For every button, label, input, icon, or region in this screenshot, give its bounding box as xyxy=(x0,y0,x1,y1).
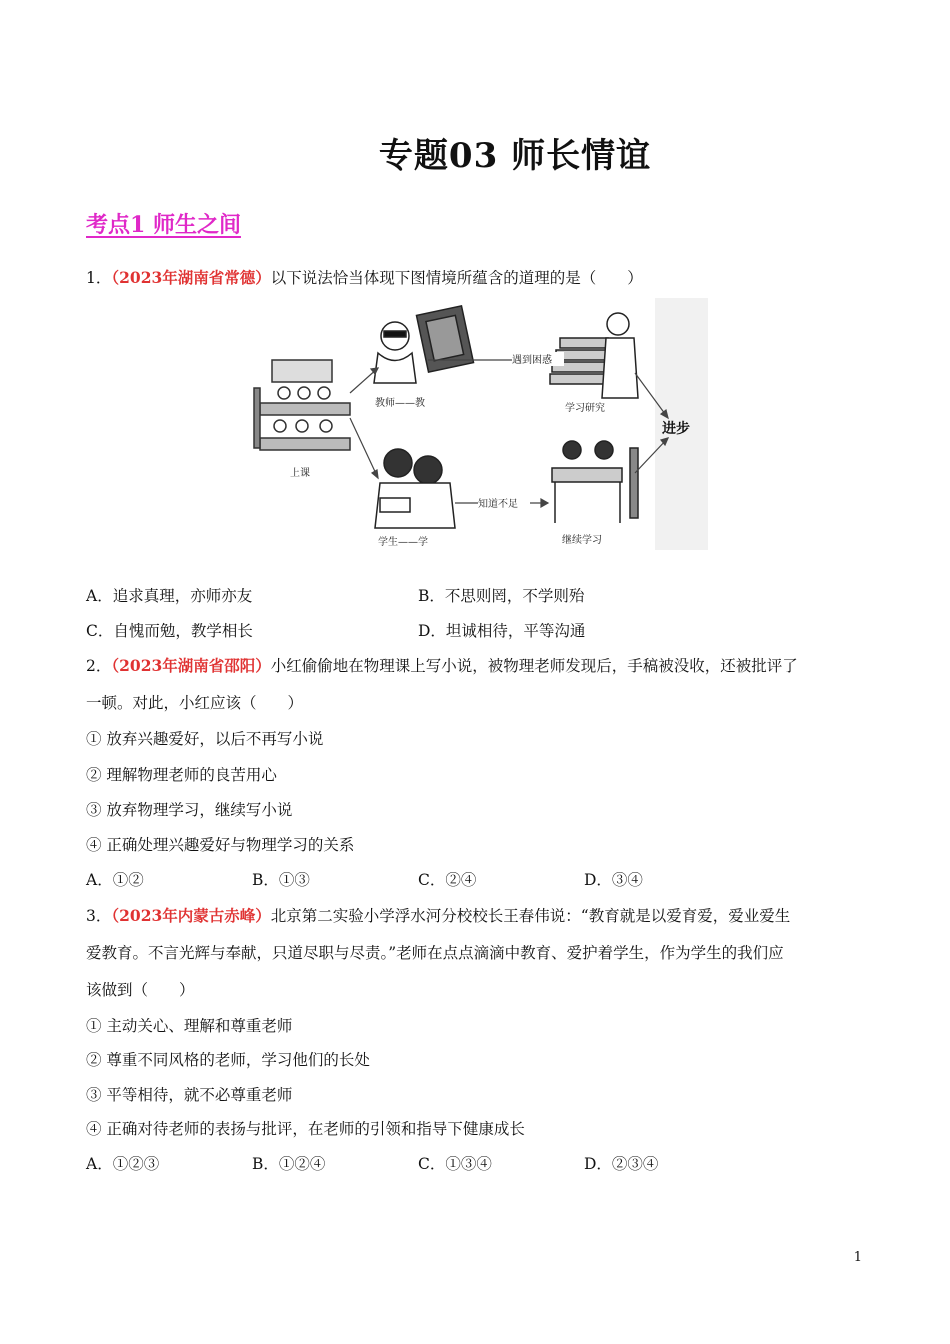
question-3-stem xyxy=(86,906,790,926)
question-source: （2023年湖南省常德） xyxy=(111,268,271,287)
question-1-figure xyxy=(250,298,708,550)
q1-option-d: D．坦诚相待，平等沟通 xyxy=(418,622,586,640)
figure-label-insufficient: 知道不足 xyxy=(478,499,518,510)
q3-option-d: D．②③④ xyxy=(584,1155,659,1173)
question-text: 小红偷偷地在物理课上写小说，被物理老师发现后，手稿被没收，还被批评了 xyxy=(270,657,798,675)
q2-item-1: ① 放弃兴趣爱好，以后不再写小说 xyxy=(86,730,324,748)
figure-label-teacher: 教师——教 xyxy=(375,398,425,409)
question-3-stem-cont2: 该做到（ ） xyxy=(86,981,195,999)
q2-item-2: ② 理解物理老师的良苦用心 xyxy=(86,766,277,784)
question-1-stem xyxy=(86,268,643,288)
page-title: 专题03 师长情谊 xyxy=(378,136,652,176)
question-number: 1． xyxy=(86,269,112,287)
q3-item-2: ② 尊重不同风格的老师，学习他们的长处 xyxy=(86,1051,370,1069)
q3-option-b: B．①②④ xyxy=(252,1155,326,1173)
q2-item-3: ③ 放弃物理学习，继续写小说 xyxy=(86,801,293,819)
question-source: （2023年湖南省邵阳） xyxy=(111,656,271,675)
question-2-stem xyxy=(86,656,798,676)
figure-label-difficulty: 遇到困惑 xyxy=(512,355,552,366)
q3-item-3: ③ 平等相待，就不必尊重老师 xyxy=(86,1086,293,1104)
q1-option-a: A．追求真理，亦师亦友 xyxy=(86,587,253,605)
q2-option-d: D．③④ xyxy=(584,871,643,889)
question-2-stem-cont: 一顿。对此，小红应该（ ） xyxy=(86,694,304,712)
q1-option-c: C．自愧而勉，教学相长 xyxy=(86,622,253,640)
q3-option-c: C．①③④ xyxy=(418,1155,492,1173)
q2-option-b: B．①③ xyxy=(252,871,310,889)
figure-label-continue: 继续学习 xyxy=(562,535,602,546)
section-heading: 考点1 师生之间 xyxy=(86,212,241,238)
question-text: 以下说法恰当体现下图情境所蕴含的道理的是（ ） xyxy=(270,269,643,287)
figure-label-student: 学生——学 xyxy=(378,537,428,548)
q3-option-a: A．①②③ xyxy=(86,1155,160,1173)
question-number: 2． xyxy=(86,657,112,675)
figure-label-research: 学习研究 xyxy=(565,403,605,414)
figure-label-class: 上课 xyxy=(290,468,310,479)
page-number: 1 xyxy=(853,1250,862,1265)
q2-option-a: A．①② xyxy=(86,871,144,889)
q1-option-b: B．不思则罔，不学则殆 xyxy=(418,587,585,605)
question-number: 3． xyxy=(86,907,112,925)
question-text: 北京第二实验小学浮水河分校校长王春伟说：“教育就是以爱育爱，爱业爱生 xyxy=(270,907,791,925)
q3-item-1: ① 主动关心、理解和尊重老师 xyxy=(86,1017,293,1035)
figure-label-progress: 进步 xyxy=(662,421,690,437)
question-3-stem-cont: 爱教育。不言光辉与奉献，只道尽职与尽责。”老师在点点滴滴中教育、爱护着学生，作为学生的我们应 xyxy=(86,944,784,962)
q3-item-4: ④ 正确对待老师的表扬与批评，在老师的引领和指导下健康成长 xyxy=(86,1120,525,1138)
q2-option-c: C．②④ xyxy=(418,871,477,889)
q2-item-4: ④ 正确处理兴趣爱好与物理学习的关系 xyxy=(86,836,355,854)
question-source: （2023年内蒙古赤峰） xyxy=(111,906,271,925)
